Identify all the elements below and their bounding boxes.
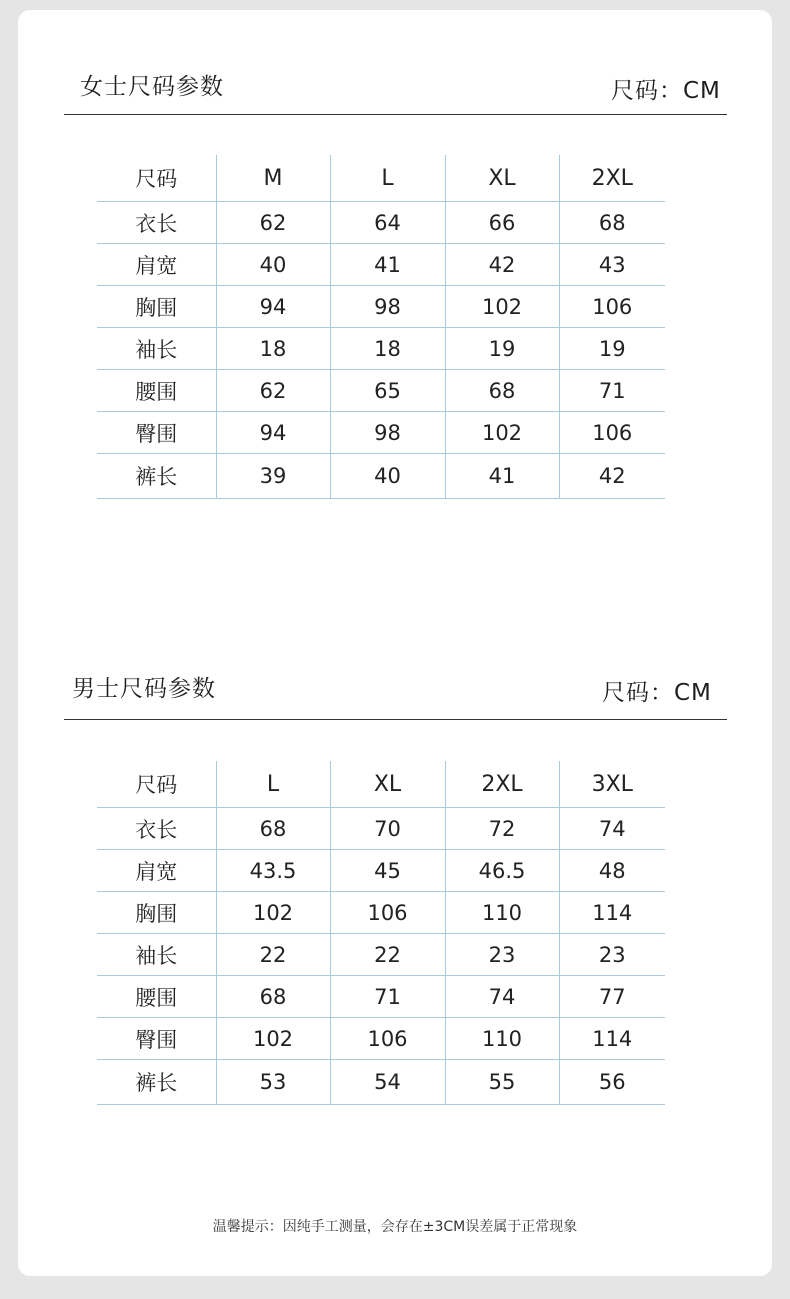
table-cell: 71 (330, 976, 445, 1018)
table-cell: 68 (559, 202, 665, 244)
table-cell: 48 (559, 850, 665, 892)
table-row (97, 286, 665, 328)
women-section-title: 女士尺码参数 (80, 74, 224, 100)
table-row (97, 892, 665, 934)
table-cell: 114 (559, 1018, 665, 1060)
table-cell: 102 (445, 412, 559, 454)
table-cell: 42 (445, 244, 559, 286)
table-cell: 43.5 (216, 850, 330, 892)
table-row (97, 454, 665, 499)
table-cell: 46.5 (445, 850, 559, 892)
table-cell: 19 (445, 328, 559, 370)
table-cell: 45 (330, 850, 445, 892)
men-section-title: 男士尺码参数 (72, 676, 216, 702)
table-cell: 110 (445, 892, 559, 934)
table-cell: 66 (445, 202, 559, 244)
men-title-divider (64, 719, 727, 720)
measurement-label: 肩宽 (97, 850, 216, 892)
table-cell: 18 (330, 328, 445, 370)
men-unit-label: 尺码：CM (602, 680, 712, 706)
table-cell: 22 (216, 934, 330, 976)
table-cell: 40 (216, 244, 330, 286)
table-cell: 56 (559, 1060, 665, 1105)
table-cell: 102 (216, 1018, 330, 1060)
women-size-table (97, 155, 665, 499)
table-cell: 54 (330, 1060, 445, 1105)
table-cell: 62 (216, 370, 330, 412)
table-cell: 42 (559, 454, 665, 499)
table-cell: 77 (559, 976, 665, 1018)
measurement-label: 胸围 (97, 892, 216, 934)
table-row (97, 1018, 665, 1060)
table-cell: 74 (559, 808, 665, 850)
table-cell: 106 (559, 286, 665, 328)
table-cell: 110 (445, 1018, 559, 1060)
table-header-row (97, 155, 665, 202)
measurement-label: 裤长 (97, 454, 216, 499)
table-cell: 41 (330, 244, 445, 286)
measurement-tip: 温馨提示：因纯手工测量，会存在±3CM误差属于正常现象 (212, 1219, 578, 1235)
table-cell: 114 (559, 892, 665, 934)
measurement-label: 臀围 (97, 412, 216, 454)
table-cell: 68 (216, 808, 330, 850)
table-cell: 94 (216, 286, 330, 328)
header-cell: L (216, 761, 330, 808)
table-cell: 106 (330, 892, 445, 934)
table-row (97, 202, 665, 244)
header-cell: 尺码 (97, 155, 216, 202)
table-cell: 70 (330, 808, 445, 850)
table-cell: 72 (445, 808, 559, 850)
measurement-label: 袖长 (97, 934, 216, 976)
table-cell: 94 (216, 412, 330, 454)
table-row (97, 412, 665, 454)
table-row (97, 244, 665, 286)
table-cell: 23 (445, 934, 559, 976)
table-cell: 106 (330, 1018, 445, 1060)
measurement-label: 腰围 (97, 370, 216, 412)
table-row (97, 850, 665, 892)
table-cell: 68 (216, 976, 330, 1018)
table-header-row (97, 761, 665, 808)
table-cell: 19 (559, 328, 665, 370)
men-size-table (97, 761, 665, 1105)
table-cell: 62 (216, 202, 330, 244)
measurement-label: 袖长 (97, 328, 216, 370)
table-row (97, 934, 665, 976)
table-cell: 43 (559, 244, 665, 286)
header-cell: 2XL (445, 761, 559, 808)
table-cell: 41 (445, 454, 559, 499)
table-cell: 102 (216, 892, 330, 934)
table-cell: 23 (559, 934, 665, 976)
table-cell: 65 (330, 370, 445, 412)
table-cell: 68 (445, 370, 559, 412)
header-cell: L (330, 155, 445, 202)
table-cell: 22 (330, 934, 445, 976)
table-cell: 55 (445, 1060, 559, 1105)
table-cell: 71 (559, 370, 665, 412)
header-cell: XL (330, 761, 445, 808)
header-cell: XL (445, 155, 559, 202)
table-cell: 106 (559, 412, 665, 454)
women-title-divider (64, 114, 727, 115)
table-cell: 74 (445, 976, 559, 1018)
table-row (97, 808, 665, 850)
header-cell: M (216, 155, 330, 202)
table-row (97, 1060, 665, 1105)
table-row (97, 976, 665, 1018)
measurement-label: 衣长 (97, 808, 216, 850)
table-cell: 98 (330, 412, 445, 454)
women-unit-label: 尺码：CM (611, 78, 721, 104)
table-cell: 64 (330, 202, 445, 244)
measurement-label: 胸围 (97, 286, 216, 328)
table-cell: 102 (445, 286, 559, 328)
header-cell: 尺码 (97, 761, 216, 808)
header-cell: 2XL (559, 155, 665, 202)
measurement-label: 臀围 (97, 1018, 216, 1060)
measurement-label: 肩宽 (97, 244, 216, 286)
table-cell: 98 (330, 286, 445, 328)
table-cell: 40 (330, 454, 445, 499)
measurement-label: 衣长 (97, 202, 216, 244)
table-row (97, 370, 665, 412)
measurement-label: 裤长 (97, 1060, 216, 1105)
header-cell: 3XL (559, 761, 665, 808)
table-cell: 53 (216, 1060, 330, 1105)
table-cell: 39 (216, 454, 330, 499)
table-cell: 18 (216, 328, 330, 370)
table-row (97, 328, 665, 370)
measurement-label: 腰围 (97, 976, 216, 1018)
